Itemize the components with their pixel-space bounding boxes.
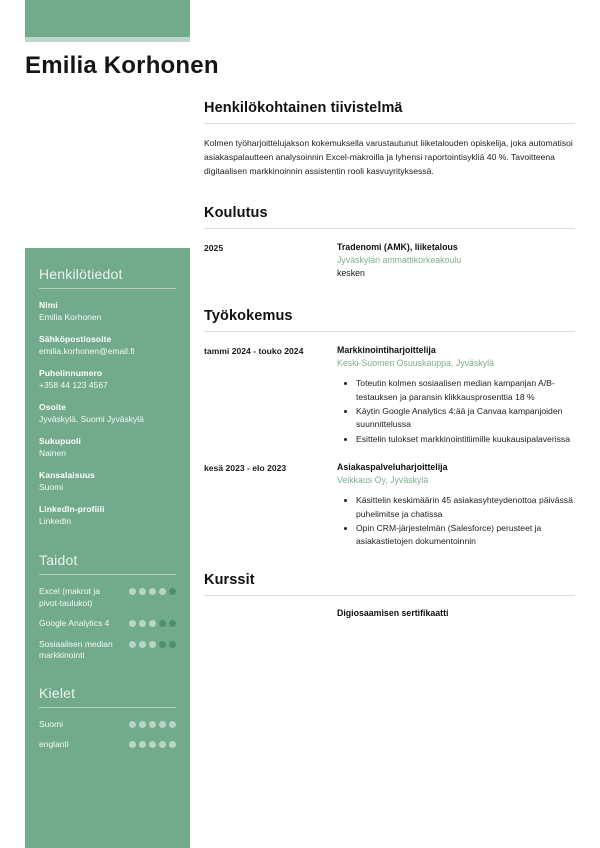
skill-item-rating <box>129 618 176 627</box>
experience-role: Asiakaspalveluharjoittelija <box>337 462 448 473</box>
spacer-before-courses <box>204 556 575 572</box>
spacer-before-experience <box>204 286 575 308</box>
sidebar-spacer-skills <box>39 538 176 552</box>
experience-bullets <box>337 494 575 548</box>
personal-detail-value: Nainen <box>39 448 66 459</box>
rating-dot <box>169 641 176 648</box>
experience-date: kesä 2023 - elo 2023 <box>204 463 287 474</box>
rating-dot <box>169 741 176 748</box>
skill-item-label: Google Analytics 4 <box>39 618 110 629</box>
page-title: Emilia Korhonen <box>25 52 219 79</box>
skill-item <box>39 639 176 662</box>
personal-detail-value: emilia.korhonen@email.fi <box>39 346 135 357</box>
experience-org: Veikkaus Oy, Jyväskylä <box>337 475 429 486</box>
rating-dot <box>139 641 146 648</box>
experience-bullet: • Esittelin tulokset markkinointitiimille kuukausipalaverissa <box>356 433 575 446</box>
education-entry <box>204 241 575 281</box>
rating-dot <box>159 641 166 648</box>
rating-dot <box>129 721 136 728</box>
personal-detail-label: LinkedIn-profiili <box>39 504 105 515</box>
education-degree: Tradenomi (AMK), liiketalous <box>337 241 458 252</box>
rating-dot <box>129 741 136 748</box>
experience-entry <box>204 344 575 447</box>
personal-detail-label: Sukupuoli <box>39 436 81 447</box>
rating-dot <box>129 620 136 627</box>
experience-bullet: • Käytin Google Analytics 4:ää ja Canvaa kampanjoiden suunnittelussa <box>356 405 575 432</box>
education-school: Jyväskylän ammattikorkeakoulu <box>337 254 462 265</box>
rating-dot <box>149 588 156 595</box>
personal-detail-label: Sähköpostiosoite <box>39 334 112 345</box>
experience-body <box>337 461 575 550</box>
experience-bullet: • Toteutin kolmen sosiaalisen median kampanjan A/B-testauksen ja paransin klikkausprosenttia 18 % <box>356 377 575 404</box>
course-entries <box>204 608 575 618</box>
personal-detail-value: Jyväskylä, Suomi Jyväskylä <box>39 414 144 425</box>
rating-dot <box>139 721 146 728</box>
section-divider-courses <box>204 595 575 596</box>
section-divider-summary <box>204 123 575 124</box>
personal-detail-item <box>39 436 176 459</box>
rating-dot <box>159 620 166 627</box>
rating-dot <box>149 741 156 748</box>
personal-detail-value: +358 44 123 4567 <box>39 380 108 391</box>
sidebar <box>25 248 190 848</box>
header-accent-bar-light <box>25 37 190 42</box>
skill-item <box>39 586 176 609</box>
experience-body <box>337 344 575 447</box>
experience-role: Markkinointiharjoittelija <box>337 345 436 356</box>
skill-item-rating <box>129 586 176 595</box>
education-body <box>337 241 575 281</box>
language-item <box>39 719 176 730</box>
skill-item <box>39 618 176 629</box>
skill-item-label: Excel (makrot ja pivot-taulukot) <box>39 586 100 608</box>
rating-dot <box>159 588 166 595</box>
personal-detail-value: Emilia Korhonen <box>39 312 102 322</box>
skill-item-rating <box>129 639 176 648</box>
personal-detail-label: Puhelinnumero <box>39 368 103 379</box>
skill-item-label: Sosiaalisen median markkinointi <box>39 638 113 661</box>
rating-dot <box>139 741 146 748</box>
personal-detail-value: Suomi <box>39 482 64 493</box>
rating-dot <box>139 588 146 595</box>
section-title-experience: Työkokemus <box>204 308 293 325</box>
experience-org: Keski-Suomen Osuuskauppa, Jyväskylä <box>337 358 494 369</box>
main-content <box>204 100 575 622</box>
language-item-label: englanti <box>39 739 69 750</box>
section-divider-education <box>204 228 575 229</box>
education-entries <box>204 241 575 281</box>
rating-dot <box>129 588 136 595</box>
summary-text: Kolmen työharjoittelujakson kokemuksella varustautunut liiketalouden opiskelija, joka automatisoi asiakaspalautteen analysoinnin Excel-makroilla ja lyhensi raportointisykliä 40 %. Tavoitteena digitaalisen markkinoinnin assistentin rooli kasvuyrityksessä. <box>204 138 573 177</box>
section-summary <box>204 100 575 179</box>
personal-detail-label: Nimi <box>39 300 58 310</box>
sidebar-section-title-languages: Kielet <box>39 684 76 701</box>
experience-entry <box>204 461 575 550</box>
skills-list <box>39 586 176 661</box>
language-item-rating <box>129 719 176 728</box>
sidebar-section-title-personal: Henkilötiedot <box>39 266 123 282</box>
personal-detail-label: Osoite <box>39 402 67 413</box>
sidebar-spacer-languages <box>39 671 176 685</box>
language-item <box>39 739 176 750</box>
section-divider-experience <box>204 331 575 332</box>
rating-dot <box>149 641 156 648</box>
personal-details-list <box>39 300 176 527</box>
experience-bullet: • Käsittelin keskimäärin 45 asiakasyhteydenottoa päivässä puhelimitse ja chatissa <box>356 494 575 521</box>
personal-detail-label: Kansalaisuus <box>39 470 96 481</box>
personal-detail-value: LinkedIn <box>39 516 72 527</box>
personal-detail-item <box>39 334 176 357</box>
personal-detail-item <box>39 368 176 391</box>
rating-dot <box>159 741 166 748</box>
section-courses <box>204 572 575 618</box>
rating-dot <box>159 721 166 728</box>
section-title-education: Koulutus <box>204 204 268 221</box>
section-title-summary: Henkilökohtainen tiivistelmä <box>204 100 403 116</box>
personal-detail-item <box>39 470 176 493</box>
personal-detail-item <box>39 300 176 323</box>
rating-dot <box>169 721 176 728</box>
course-name: Digiosaamisen sertifikaatti <box>337 607 449 618</box>
sidebar-divider-skills <box>39 574 176 575</box>
sidebar-section-title-skills: Taidot <box>39 552 78 569</box>
rating-dot <box>169 588 176 595</box>
experience-bullet: • Opin CRM-järjestelmän (Salesforce) perusteet ja asiakastietojen dokumentoinnin <box>356 522 575 549</box>
section-education <box>204 205 575 281</box>
section-title-courses: Kurssit <box>204 571 255 588</box>
section-experience <box>204 308 575 550</box>
header-accent-bar <box>25 0 190 37</box>
experience-bullets <box>337 377 575 446</box>
language-item-rating <box>129 739 176 748</box>
education-status: kesken <box>337 267 365 278</box>
sidebar-divider-languages <box>39 707 176 708</box>
rating-dot <box>139 620 146 627</box>
personal-detail-item <box>39 402 176 425</box>
language-item-label: Suomi <box>39 718 64 729</box>
rating-dot <box>149 620 156 627</box>
rating-dot <box>129 641 136 648</box>
rating-dot <box>169 620 176 627</box>
personal-detail-item <box>39 504 176 527</box>
experience-entries <box>204 344 575 550</box>
education-date: 2025 <box>204 242 224 253</box>
rating-dot <box>149 721 156 728</box>
sidebar-divider-personal <box>39 288 176 289</box>
languages-list <box>39 719 176 751</box>
experience-date: tammi 2024 - touko 2024 <box>204 346 304 357</box>
